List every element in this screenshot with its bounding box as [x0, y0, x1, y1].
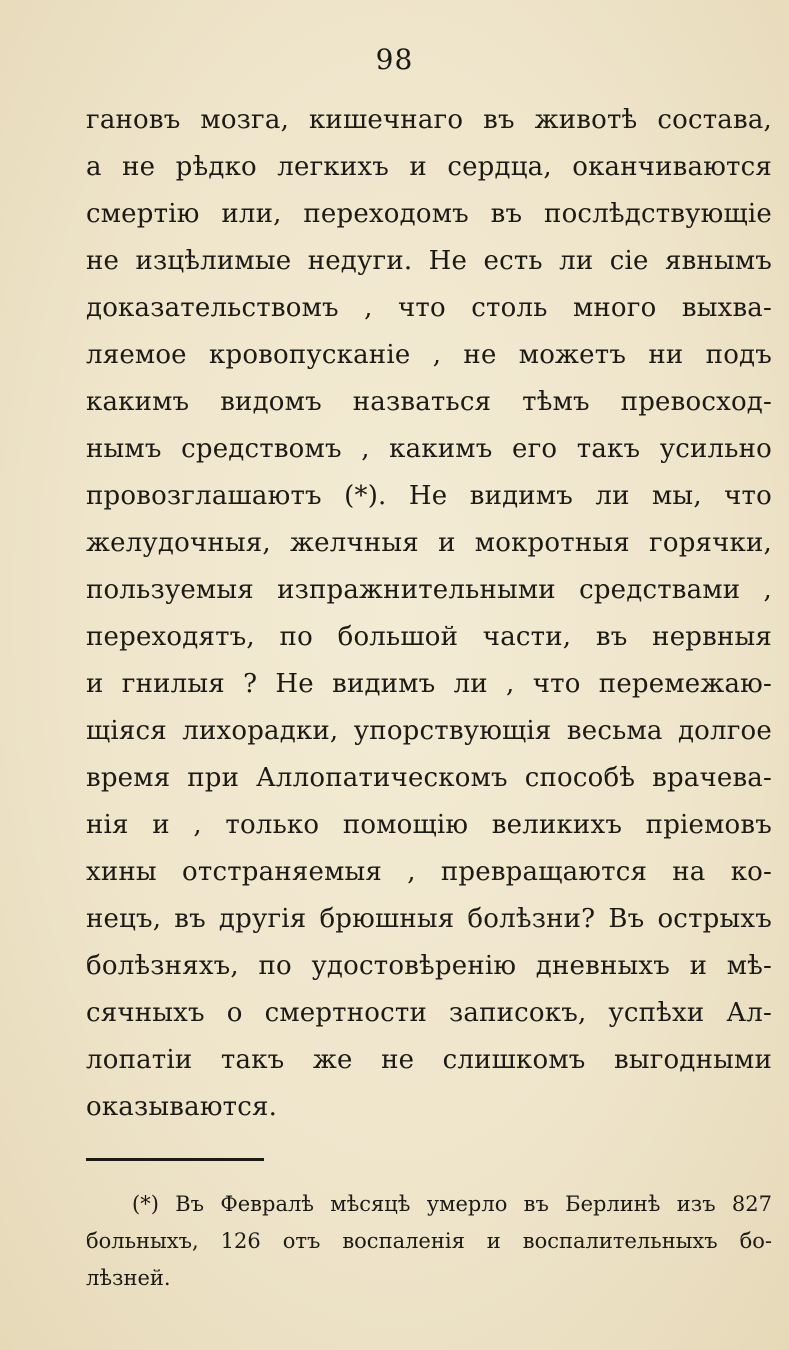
- footnote-line: (*) Въ Февралѣ мѣсяцѣ умерло въ Берлинѣ изъ 827: [132, 1192, 772, 1216]
- text-line: время при Аллопатическомъ способѣ врачева-: [86, 763, 772, 793]
- text-line: щіяся лихорадки, упорствующія весьма долгое: [86, 716, 772, 746]
- text-line: болѣзняхъ, по удостовѣренію дневныхъ и мѣ-: [86, 951, 772, 981]
- footnote-line: лѣзней.: [86, 1266, 171, 1290]
- footnote-divider: [86, 1158, 264, 1161]
- text-line: гановъ мозга, кишечнаго въ животѣ состава,: [86, 105, 772, 135]
- text-line: переходятъ, по большой части, въ нервныя: [86, 622, 772, 652]
- text-line: нія и , только помощію великихъ пріемовъ: [86, 810, 772, 840]
- text-line: нымъ средствомъ , какимъ его такъ усильно: [86, 434, 772, 464]
- text-line: не изцѣлимые недуги. Не есть ли сіе явнымъ: [86, 246, 772, 276]
- text-line: ляемое кровопусканіе , не можетъ ни подъ: [86, 340, 772, 370]
- text-line: лопатіи такъ же не слишкомъ выгодными: [86, 1045, 772, 1075]
- text-line: и гнилыя ? Не видимъ ли , что перемежаю-: [86, 669, 772, 699]
- text-line: доказательствомъ , что столь много выхва-: [86, 293, 772, 323]
- text-line: сячныхъ о смертности записокъ, успѣхи Ал-: [86, 998, 772, 1028]
- text-line: смертію или, переходомъ въ послѣдствующіе: [86, 199, 772, 229]
- text-line: какимъ видомъ назваться тѣмъ превосход-: [86, 387, 772, 417]
- body-text: [86, 97, 772, 1131]
- footnote: [86, 1186, 772, 1297]
- text-line: провозглашаютъ (*). Не видимъ ли мы, что: [86, 481, 772, 511]
- text-line: пользуемыя изпражнительными средствами ,: [86, 575, 772, 605]
- text-line: хины отстраняемыя , превращаются на ко-: [86, 857, 772, 887]
- text-line: желудочныя, желчныя и мокротныя горячки,: [86, 528, 772, 558]
- page-number: 98: [375, 43, 414, 76]
- text-line: оказываются.: [86, 1092, 278, 1122]
- text-line: а не рѣдко легкихъ и сердца, оканчиваются: [86, 152, 772, 182]
- text-line: нецъ, въ другія брюшныя болѣзни? Въ острыхъ: [86, 904, 772, 934]
- footnote-line: больныхъ, 126 отъ воспаленія и воспалительныхъ бо-: [86, 1229, 772, 1253]
